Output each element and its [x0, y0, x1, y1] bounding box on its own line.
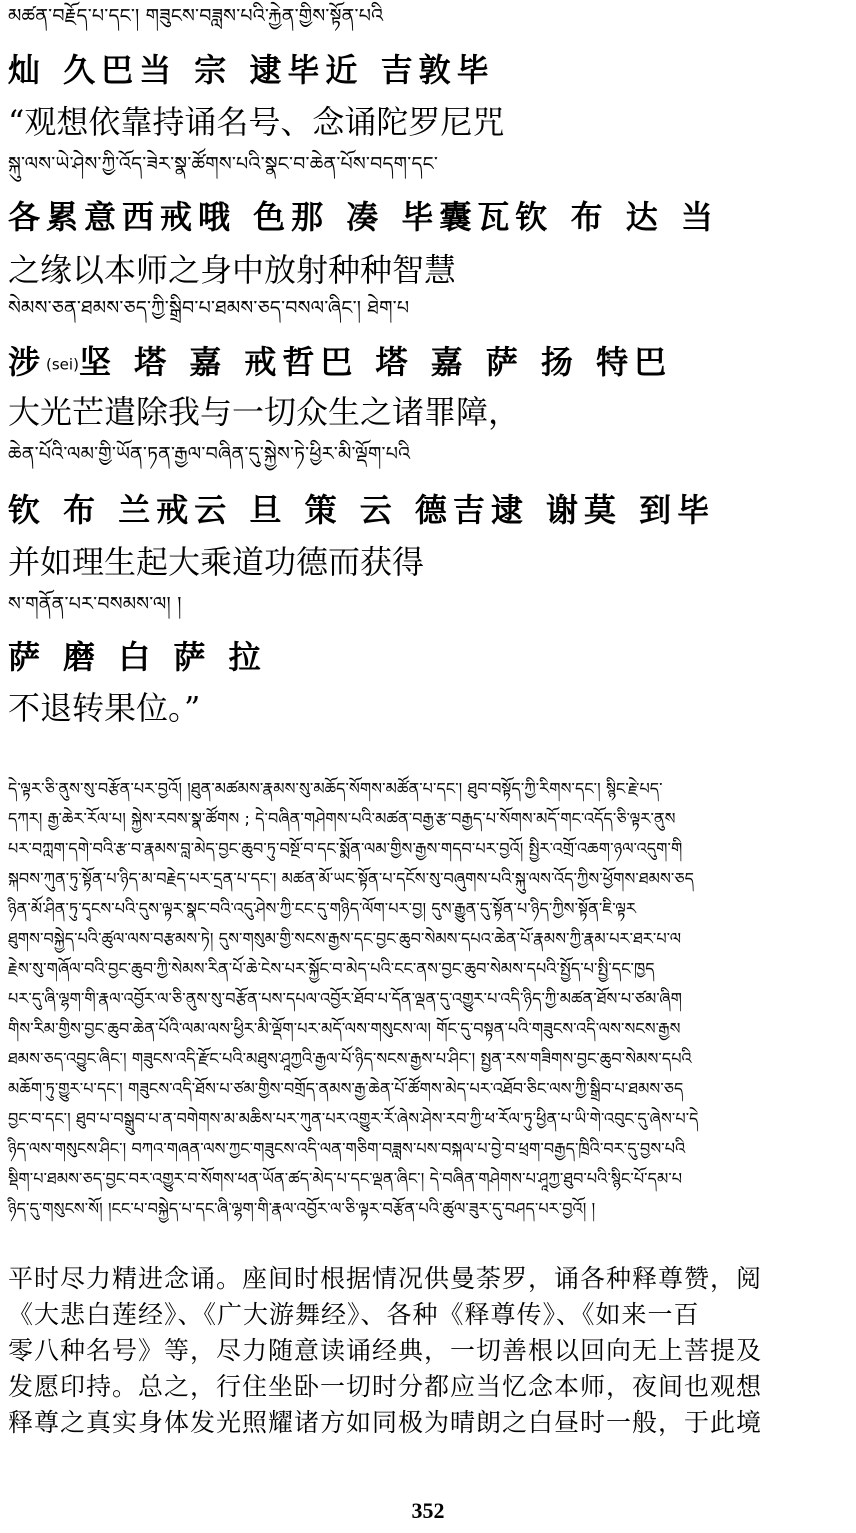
verse-transliteration-line-4: 钦 布 兰戒云 旦 策 云 德吉逮 谢莫 到毕 [8, 491, 716, 529]
commentary-tibetan-line: གིས་རིམ་གྱིས་བྱང་ཆུབ་ཆེན་པོའི་ལམ་ལས་ཕྱིར་མི་ལྡོག་པར་མདོ་ལས་གསུངས་ལ། གོང་དུ་བསྟན་པའི་གཟུངས་འདི་ལས་སངས་རྒྱས [8, 1019, 681, 1038]
commentary-chinese-line: 释尊之真实身体发光照耀诸方如同极为晴朗之白昼时一般，于此境 [8, 1408, 763, 1437]
commentary-tibetan-line: མཆོག་ཏུ་གྱུར་པ་དང་། གཟུངས་འདི་ཐོས་པ་ཙམ་གྱིས་བགྲོད་ནམས་རྒྱ་ཆེན་པོ་ཚོགས་མེད་པར་འཐོབ་ཅིང་ལས་ཀྱི་སྒྲིབ་པ་ཐམས་ཅད [8, 1079, 684, 1098]
transliteration-syllable: 涉 [8, 343, 47, 381]
verse-tibetan-line-3: སེམས་ཅན་ཐམས་ཅད་ཀྱི་སྒྲིབ་པ་ཐམས་ཅད་བསལ་ཞིང་། ཐེག་པ [8, 297, 410, 319]
commentary-tibetan-line: རྗེས་སུ་གཞོལ་བའི་བྱང་ཆུབ་ཀྱི་སེམས་རིན་པོ་ཆེ་ངེས་པར་སྐྱོང་བ་མེད་པའི་ངང་ནས་བྱང་ཆུབ་སེམས་དཔའི་སྤྱོད་པ་སྤྱི་དང་ཁྱད [8, 959, 655, 978]
commentary-tibetan-line: ཐམས་ཅད་འབྱུང་ཞིང་། གཟུངས་འདི་རྫོང་པའི་མཐུས་ཤཱཀྱའི་རྒྱལ་པོ་ཉིད་སངས་རྒྱས་པ་ཤིང་། སྤྱན་རས་གཟིགས་བྱང་ཆུབ་སེམས་དཔའི [8, 1049, 692, 1068]
commentary-tibetan-line: སྡིག་པ་ཐམས་ཅད་བྱང་བར་འགྱུར་བ་སོགས་ཕན་ཡོན་ཚད་མེད་པ་དང་ལྡན་ཞིང་། དེ་བཞིན་གཤེགས་པ་ཤཱཀྱ་ཐུབ་པའི་སྙིང་པོ་དམ་པ [8, 1169, 683, 1188]
verse-transliteration-line-5: 萨 磨 白 萨 拉 [8, 638, 267, 676]
commentary-chinese-line: 零八种名号》等，尽力随意读诵经典，一切善根以回向无上菩提及 [8, 1336, 763, 1365]
verse-tibetan-line-4: ཆེན་པོའི་ལམ་གྱི་ཡོན་ཏན་རྒྱལ་བཞིན་དུ་སྐྱེས་ཏེ་ཕྱིར་མི་ལྡོག་པའི [8, 443, 411, 465]
verse-chinese-line-4: 并如理生起大乘道功德而获得 [8, 543, 425, 581]
commentary-tibetan-line: བྱང་བ་དང་། ཐུབ་པ་བསྒྲུབ་པ་ན་བགེགས་མ་མཆིས་པར་ཀུན་པར་འགྱུར་རོ་ཞེས་ཤེས་རབ་ཀྱི་ཕ་རོལ་ཏུ་ཕྱིན་པ་ཡི་གེ་འབུང་དུ་ཞེས་པ་དེ [8, 1109, 699, 1128]
verse-transliteration-line-3 [8, 342, 672, 385]
verse-tibetan-line-2: སྐུ་ལས་ཡེ་ཤེས་ཀྱི་འོད་ཟེར་སྣ་ཚོགས་པའི་སྣང་བ་ཆེན་པོས་བདག་དང་ [8, 153, 439, 175]
commentary-tibetan-line: པར་དུ་ཞི་ལྷག་གི་རྣལ་འབྱོར་ལ་ཅི་ནུས་སུ་བརྩོན་པས་དཔལ་འབྱོར་ཐོབ་པ་དོན་ལྡན་དུ་འགྱུར་པ་འདི་ཉིད་ཀྱི་མཚན་ཐོས་པ་ཙམ་ཞིག [8, 989, 682, 1008]
transliteration-rest: 坚 塔 嘉 戒哲巴 塔 嘉 萨 扬 特巴 [78, 343, 673, 381]
pronunciation-note: (sei) [46, 355, 79, 374]
commentary-tibetan-line: པར་བཀླག་དགེ་བའི་རྩ་བ་རྣམས་བླ་མེད་བྱང་ཆུབ་ཏུ་བསྔོ་བ་དང་སྨོན་ལམ་གྱིས་རྒྱས་གདབ་པར་བྱའོ། སྤྱིར་འགྲོ་འཆག་ཉལ་འདུག་གི [8, 839, 683, 858]
commentary-tibetan-line: ཉིད་དུ་གསུངས་སོ། །ངང་པ་བསྐྱེད་པ་དང་ཞི་ལྷག་གི་རྣལ་འབྱོར་ལ་ཅི་ལྟར་བརྩོན་པའི་ཚུལ་ཟུར་དུ་བཤད་པར་བྱའོ། ། [8, 1199, 596, 1218]
commentary-chinese-line: 发愿印持。总之，行住坐卧一切时分都应当忆念本师，夜间也观想 [8, 1372, 763, 1401]
commentary-tibetan-line: དེ་ལྟར་ཅི་ནུས་སུ་བརྩོན་པར་བྱའོ། །ཐུན་མཚམས་རྣམས་སུ་མཆོད་སོགས་མཚོན་པ་དང་། ཐུབ་བསྟོད་ཀྱི་རིགས་དང་། སྙིང་རྗེ་པད་ [8, 779, 663, 798]
verse-tibetan-line-5: ས་གནོན་པར་བསམས་ལ། ། [8, 593, 182, 615]
commentary-tibetan-line: དཀར། རྒྱ་ཆེར་རོལ་པ། སྐྱེས་རབས་སྣ་ཚོགས ; དེ་བཞིན་གཤེགས་པའི་མཚན་བརྒྱ་རྩ་བརྒྱད་པ་སོགས་མདོ་གང་འདོད་ཅི་ལྟར་ནུས [8, 809, 676, 828]
verse-transliteration-line-1: 灿 久巴当 宗 逮毕近 吉敦毕 [8, 51, 495, 89]
commentary-tibetan-line: ཉིན་མོ་ཤིན་ཏུ་དྭངས་པའི་དུས་ལྟར་སྣང་བའི་འདུ་ཤེས་ཀྱི་ངང་དུ་གཉིད་ལོག་པར་བྱ། དུས་རྒྱུན་དུ་སྟོན་པ་ཉིད་ཀྱིས་སྟོན་ཇི་ལྟར [8, 899, 637, 918]
verse-chinese-line-1: “观想依靠持诵名号、念诵陀罗尼咒 [8, 103, 505, 141]
commentary-tibetan-line: སྐབས་ཀུན་ཏུ་སྟོན་པ་ཉིད་མ་བརྗེད་པར་དྲན་པ་དང་། མཚན་མོ་ཡང་སྟོན་པ་དངོས་སུ་བཞུགས་པའི་སྐུ་ལས་འོད་ཀྱིས་ཕྱོགས་ཐམས་ཅད [8, 869, 694, 888]
page-number: 352 [411, 1498, 445, 1523]
commentary-tibetan-line: ཐུགས་བསྐྱེད་པའི་ཚུལ་ལས་བརྩམས་ཏེ། དུས་གསུམ་གྱི་སངས་རྒྱས་དང་བྱང་ཆུབ་སེམས་དཔའ་ཆེན་པོ་རྣམས་ཀྱི་རྣམ་པར་ཐར་པ་ལ [8, 929, 682, 948]
commentary-chinese-line: 《大悲白莲经》、《广大游舞经》、各种《释尊传》、《如来一百 [8, 1300, 700, 1329]
verse-tibetan-line-1: མཚན་བརྗོད་པ་དང་། གཟུངས་བཟླས་པའི་རྐྱེན་གྱིས་སྟོན་པའི [8, 5, 384, 27]
verse-transliteration-line-2: 各累意西戒哦 色那 凑 毕囊瓦钦 布 达 当 [8, 198, 719, 236]
verse-chinese-line-3: 大光芒遣除我与一切众生之诸罪障， [8, 393, 521, 431]
verse-chinese-line-2: 之缘以本师之身中放射种种智慧 [8, 251, 457, 289]
commentary-chinese-line: 平时尽力精进念诵。座间时根据情况供曼荼罗，诵各种释尊赞，阅 [8, 1264, 763, 1293]
verse-chinese-line-5: 不退转果位。” [8, 689, 201, 727]
commentary-tibetan-line: ཉིད་ལས་གསུངས་ཤིང་། བཀའ་གཞན་ལས་ཀྱང་གཟུངས་འདི་ལན་གཅིག་བཟླས་པས་བསྐལ་པ་བྱེ་བ་ཕྲག་བརྒྱད་ཁྲིའི་བར་དུ་བྱས་པའི [8, 1139, 686, 1158]
